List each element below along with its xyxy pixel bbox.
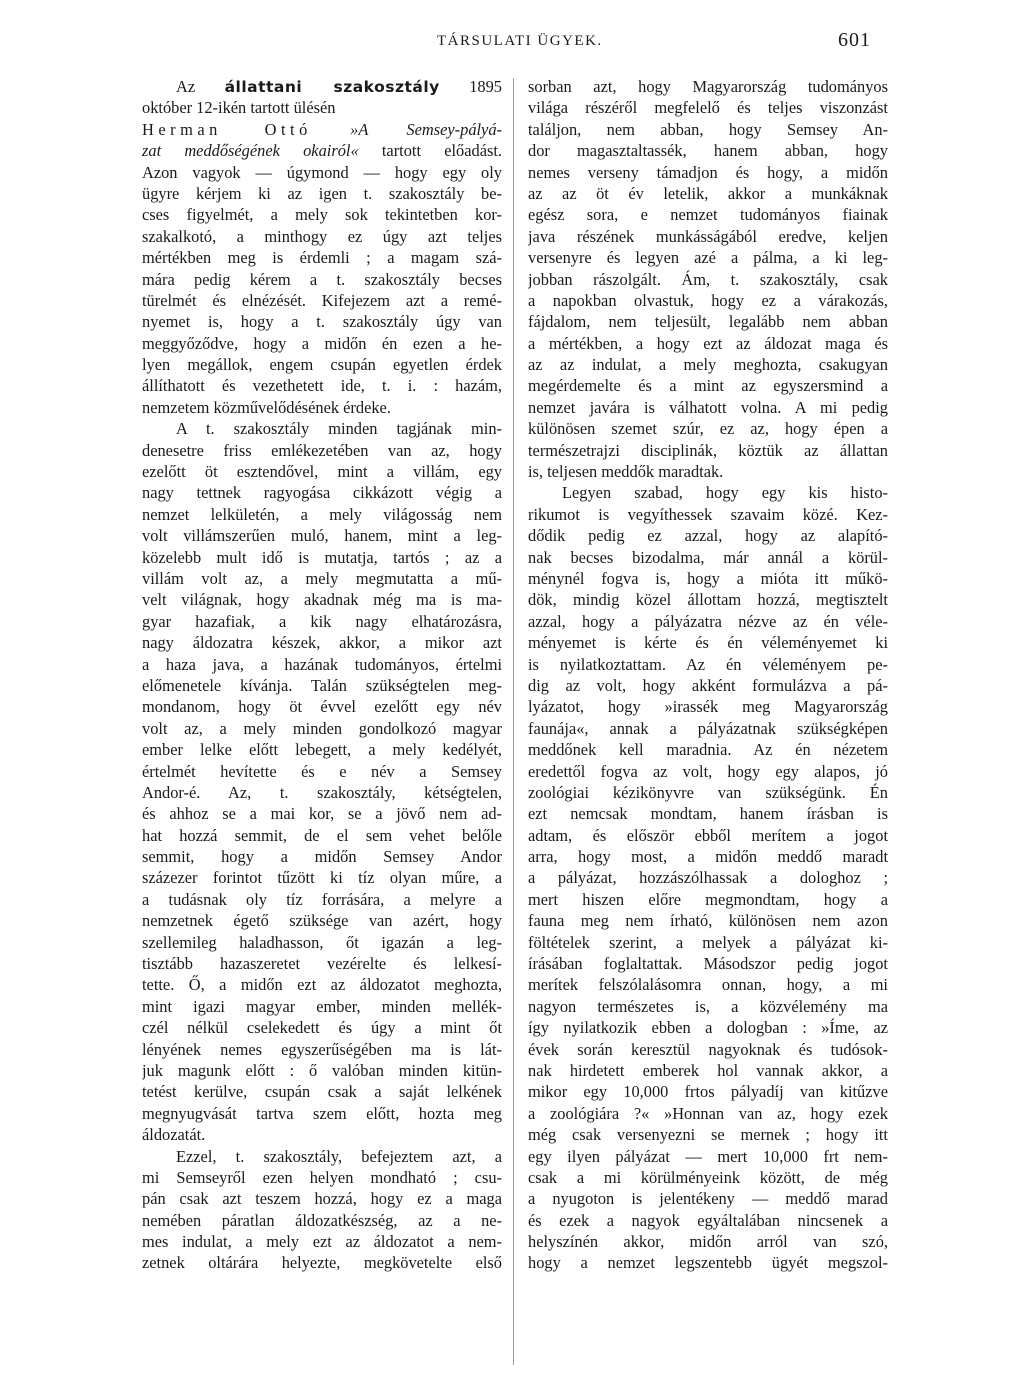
- text-line: lyázatot, hogy »irassék meg Magyarország: [528, 697, 888, 717]
- text-line: állíthatott és vezethetett ide, t. i. : hazám,: [142, 376, 502, 396]
- text-line: csak a mi körülményeink között, de még: [528, 1167, 888, 1187]
- text-line: volt villámszerűen muló, hanem, mint a leg-: [142, 526, 502, 546]
- text-line: ezt nemcsak mondtam, hanem írásban is: [528, 804, 888, 824]
- text-line: denesetre friss emlékezetében van az, hogy: [142, 440, 502, 460]
- text-line: meggyőződve, hogy a midőn én ezen a he-: [142, 333, 502, 353]
- text-line: évek során keresztül nagyoknak és tudósok-: [528, 1039, 888, 1059]
- running-head: [0, 27, 1024, 53]
- text-line: semmit, hogy a midőn Semsey Andor: [142, 847, 502, 867]
- text-line: előmenetele kívánja. Talán szükségtelen meg-: [142, 675, 502, 695]
- text-fragment: tartott előadást.: [358, 141, 502, 161]
- text-line: a pályázat, hozzászólhassak a dologhoz ;: [528, 868, 888, 888]
- text-line: [142, 140, 502, 161]
- text-line: Andor-é. Az, t. szakosztály, kétségtelen,: [142, 782, 502, 802]
- text-line: cses figyelmét, a mely sok tekintetben kor-: [142, 205, 502, 225]
- text-line: nemében páratlan áldozatkészség, az a ne-: [142, 1210, 502, 1230]
- text-line: dor magasztaltassék, hanem abban, hogy: [528, 141, 888, 161]
- text-line: [142, 119, 502, 140]
- text-line: találjon, nem abban, hogy Semsey An-: [528, 119, 888, 139]
- text-line: Legyen szabad, hogy egy kis histo-: [562, 483, 888, 503]
- text-line: különösen szemet szúr, ez az, hogy épen a: [528, 419, 888, 439]
- text-line: dődik pedig ez azzal, hogy az alapító-: [528, 526, 888, 546]
- text-line: egy ilyen pályázat — mert 10,000 frt nem-: [528, 1146, 888, 1166]
- text-line: megérdemelte és a mint az egyszersmind a: [528, 376, 888, 396]
- text-line: azzal, hogy a pályázatra nézve az én véle-: [528, 611, 888, 631]
- text-line: közelebb mult idő is mutatja, tartós ; az a: [142, 547, 502, 567]
- text-line: nemes verseny támadjon és hogy, a midőn: [528, 162, 888, 182]
- text-line: lényének nemes egyszerűségében ma is lát-: [142, 1039, 502, 1059]
- text-line: fauna meg nem írható, különösen nem azon: [528, 911, 888, 931]
- text-line: nemzet javára is válhatott volna. A mi pedig: [528, 397, 888, 417]
- right-column: [528, 76, 888, 1274]
- text-line: a zoológiára ?« »Honnan van az, hogy ezek: [528, 1103, 888, 1123]
- text-line: százezer forintot tűzött ki tíz olyan műre, a: [142, 868, 502, 888]
- text-line: így nyilatkozik ebben a dologban : »Íme, az: [528, 1018, 888, 1038]
- text-line: sorban azt, hogy Magyarország tudományos: [528, 77, 888, 96]
- text-line: ményemet is kérte és én véleményemet ki: [528, 633, 888, 653]
- author-name: Herman Ottó: [142, 119, 312, 139]
- text-line: mert hiszen előre megmondtam, hogy a: [528, 889, 888, 909]
- column-rule: [513, 78, 514, 1365]
- text-line: tisztább hazaszeretet vezérelte és lelkesí-: [142, 954, 502, 974]
- text-line: az az indulat, a mely meghozta, csakugyan: [528, 355, 888, 375]
- text-line: nak becses bizodalma, már annál a körül-: [528, 547, 888, 567]
- text-line: arra, hogy most, a midőn meddő maradt: [528, 847, 888, 867]
- text-line: ezelőtt öt esztendővel, mint a villám, egy: [142, 462, 502, 482]
- text-line: versenyre és legyen azé a pálma, a ki leg-: [528, 248, 888, 268]
- text-line: java részének munkásságából eredve, keljen: [528, 226, 888, 246]
- text-line: A t. szakosztály minden tagjának min-: [176, 419, 502, 439]
- text-line: juk magunk előtt : ő valóban minden kitün-: [142, 1060, 502, 1080]
- text-line: Ezzel, t. szakosztály, befejeztem azt, a: [176, 1146, 502, 1166]
- text-line: mondanom, hogy öt évvel ezelőtt egy név: [142, 697, 502, 717]
- text-line: ménynél fogva is, hogy a mióta itt műkö-: [528, 568, 888, 588]
- text-line: értelmét hevítette és e név a Semsey: [142, 761, 502, 781]
- text-line: mikor egy 10,000 frtos pályadíj van kitűzve: [528, 1082, 888, 1102]
- text-line: nak hirdetett emberek hol vannak akkor, a: [528, 1060, 888, 1080]
- text-line: áldozatát.: [142, 1125, 206, 1145]
- text-line: mára pedig kérem a t. szakosztály becses: [142, 269, 502, 289]
- text-line: pán csak azt teszem hozzá, hogy ez a maga: [142, 1189, 502, 1209]
- text-line: a nyugoton is jelentékeny — meddő marad: [528, 1189, 888, 1209]
- text-line: meddőnek kell maradnia. Az én nézetem: [528, 740, 888, 760]
- left-column: [142, 76, 502, 1274]
- text-line: czél nélkül cselekedett és úgy a mint őt: [142, 1018, 502, 1038]
- text-line: mes indulat, a mely ezt az áldozatot a nem-: [142, 1232, 502, 1252]
- text-line: is, teljesen meddők maradtak.: [528, 462, 724, 482]
- text-line: villám volt az, a mely megmutatta a mű-: [142, 568, 502, 588]
- text-line: tetést kerülve, csupán csak a saját lelkének: [142, 1082, 502, 1102]
- text-line: dig az volt, hogy akként formulázva a pá-: [528, 675, 888, 695]
- text-line: a mértékben, a hogy ezt az áldozat maga és: [528, 333, 888, 353]
- text-line: szakalkotó, a minthogy ez úgy azt teljes: [142, 226, 502, 246]
- text-line: is nyilatkoztattam. Az én véleményem pe-: [528, 654, 888, 674]
- text-line: zetnek oltárára helyezte, megkövetelte első: [142, 1253, 502, 1273]
- page-number: 601: [838, 29, 871, 51]
- text-line: és ahhoz se a mai kor, se a jövő nem ad-: [142, 804, 502, 824]
- text-line: október 12-ikén tartott ülésén: [142, 98, 336, 118]
- text-line: Azon vagyok — úgymond — hogy egy oly: [142, 162, 502, 182]
- text-line: faunája«, annak a pályázatnak szükségképen: [528, 718, 888, 738]
- running-title: TÁRSULATI ÜGYEK.: [437, 33, 603, 49]
- text-line: rikumot is vegyíthessek szavaim közé. Kez-: [528, 504, 888, 524]
- text-line: ügyre kérjem ki az igen t. szakosztály be-: [142, 183, 502, 203]
- text-line: dök, mindig közel állottam hozzá, megtisztelt: [528, 590, 888, 610]
- text-line: az az öt év letelik, akkor a munkáknak: [528, 183, 888, 203]
- text-line: gyar hazafiak, a kik nagy elhatározásra,: [142, 611, 502, 631]
- text-fragment: Az: [176, 77, 225, 96]
- text-line: [142, 76, 502, 97]
- text-line: türelmét és elnézését. Kifejezem azt a remé-: [142, 290, 502, 310]
- text-line: nemzetem közművelődésének érdeke.: [142, 397, 391, 417]
- text-line: tette. Ő, a midőn ezt az áldozatot meghozta,: [142, 975, 502, 995]
- text-line: merítek felszólalásomra onnan, hogy, a mi: [528, 975, 888, 995]
- text-line: lyen megállok, engem csupán egyetlen érdek: [142, 355, 502, 375]
- text-line: fájdalom, nem teljesült, legalább nem abban: [528, 312, 888, 332]
- text-line: eredettől fogva az volt, hogy egy alapos, jó: [528, 761, 888, 781]
- text-line: és ezek a nagyok egyáltalában nincsenek a: [528, 1210, 888, 1230]
- text-line: még csak versenyezni se mernek ; hogy itt: [528, 1125, 888, 1145]
- lecture-title: zat meddőségének okairól«: [142, 141, 359, 161]
- text-line: nagyon természetes is, a közvélemény ma: [528, 996, 888, 1016]
- text-line: mint igazi magyar ember, minden mellék-: [142, 996, 502, 1016]
- text-line: megnyugvását tartva szem előtt, hozta meg: [142, 1103, 502, 1123]
- text-line: helyszínén akkor, midőn arról van szó,: [528, 1232, 888, 1252]
- text-line: nemzetnek égető szüksége van azért, hogy: [142, 911, 502, 931]
- text-line: föltételek szerint, a melyek a pályázat ki-: [528, 932, 888, 952]
- text-line: nagy áldozatra készek, akkor, a mikor azt: [142, 633, 502, 653]
- text-line: természetrajzi disciplinák, köztük az állattan: [528, 440, 888, 460]
- text-line: adtam, és először ebből merítem a jogot: [528, 825, 888, 845]
- text-line: egész sora, e nemzet tudományos fiainak: [528, 205, 888, 225]
- text-line: mi Semseyről ezen helyen mondható ; csu-: [142, 1167, 502, 1187]
- text-line: nagy tettnek ragyogása cikkázott végig a: [142, 483, 502, 503]
- text-line: a haza java, a hazának tudományos, értelmi: [142, 654, 502, 674]
- text-line: velt világnak, hogy akadnak még ma is ma-: [142, 590, 502, 610]
- text-line: nemzet lelkületén, a mely világosság nem: [142, 504, 502, 524]
- section-title: állattani szakosztály: [224, 78, 440, 96]
- text-line: ember lelke előtt lebegett, a mely kedélyét,: [142, 740, 502, 760]
- lecture-title: »A Semsey-pályá-: [311, 119, 502, 139]
- text-line: írásában foglaltattak. Másodszor pedig jogot: [528, 954, 888, 974]
- text-line: hat hozzá semmit, de el sem vehet belőle: [142, 825, 502, 845]
- text-line: hogy a nemzet legszentebb ügyét megszol-: [528, 1253, 888, 1273]
- text-line: a tudásnak oly tíz forrására, a melyre a: [142, 889, 502, 909]
- text-line: világa részéről megfelelő és teljes viszonzást: [528, 98, 888, 118]
- text-line: nyemet is, hogy a t. szakosztály úgy van: [142, 312, 502, 332]
- text-line: a napokban olvastuk, hogy ez a várakozás,: [528, 290, 888, 310]
- text-line: zoológiai kézikönyvre van szükségünk. Én: [528, 782, 888, 802]
- text-line: szellemileg haladhasson, őt igazán a leg-: [142, 932, 502, 952]
- text-line: volt az, a mely minden gondolkozó magyar: [142, 718, 502, 738]
- text-line: jobban rászolgált. Ám, t. szakosztály, csak: [528, 269, 888, 289]
- text-fragment: 1895: [439, 77, 502, 96]
- text-line: mértékben meg is érdemli ; a magam szá-: [142, 248, 502, 268]
